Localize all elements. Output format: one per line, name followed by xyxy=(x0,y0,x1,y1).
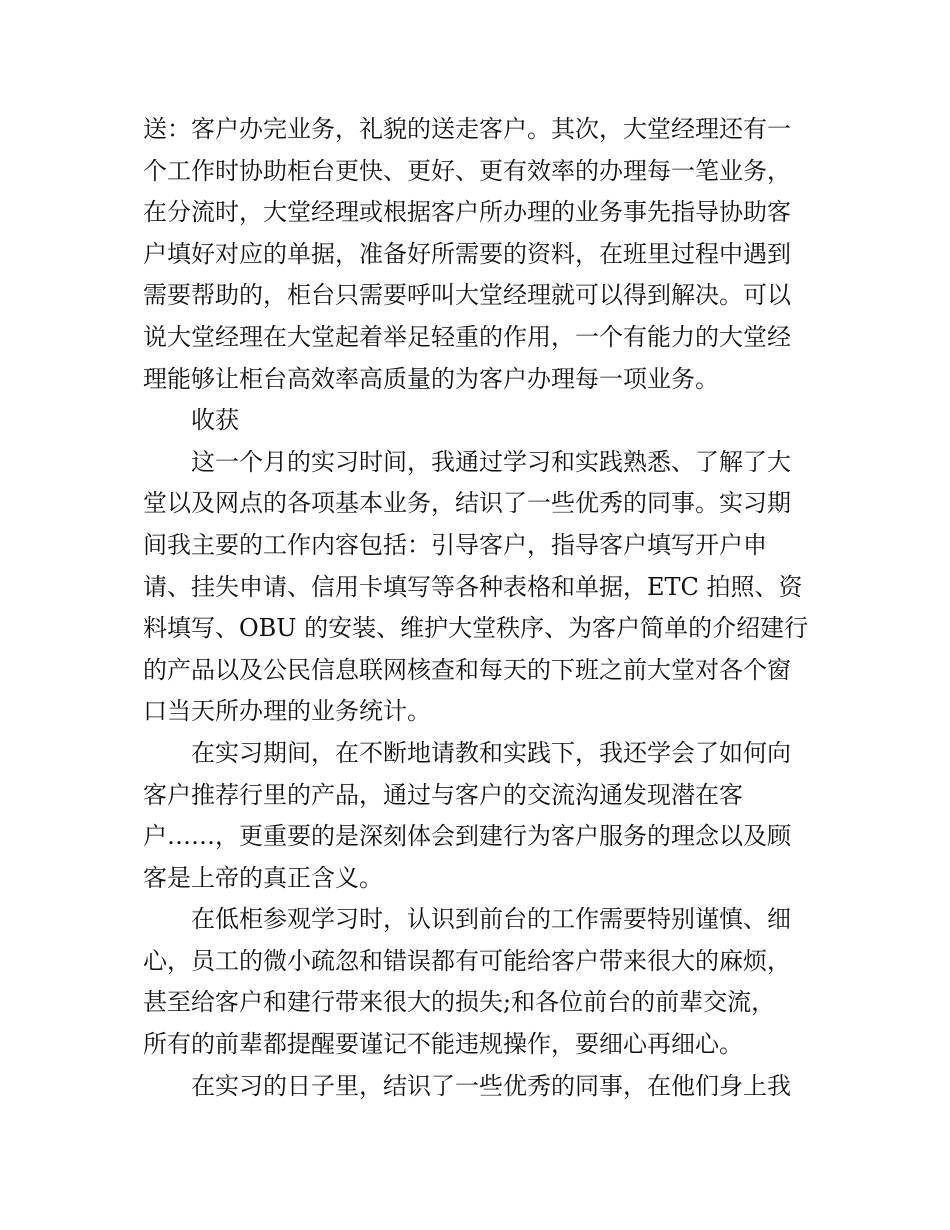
text-line: 的产品以及公民信息联网核查和每天的下班之前大堂对各个窗 xyxy=(143,655,791,684)
text-line: 在低柜参观学习时，认识到前台的工作需要特别谨慎、细 xyxy=(191,905,791,934)
text-line: 这一个月的实习时间，我通过学习和实践熟悉、了解了大 xyxy=(191,447,791,476)
text-line: 户填好对应的单据，准备好所需要的资料，在班里过程中遇到 xyxy=(143,239,791,268)
text-line: 在实习的日子里，结识了一些优秀的同事，在他们身上我 xyxy=(191,1071,791,1100)
text-line: 甚至给客户和建行带来很大的损失;和各位前台的前辈交流， xyxy=(143,988,776,1017)
text-line: 客是上帝的真正含义。 xyxy=(143,863,383,892)
text-line: 客户推荐行里的产品，通过与客户的交流沟通发现潜在客 xyxy=(143,780,743,809)
text-line: 个工作时协助柜台更快、更好、更有效率的办理每一笔业务， xyxy=(143,156,791,185)
text-line: 间我主要的工作内容包括：引导客户，指导客户填写开户申 xyxy=(143,530,767,559)
text-line: 说大堂经理在大堂起着举足轻重的作用，一个有能力的大堂经 xyxy=(143,322,791,351)
text-line: 在实习期间，在不断地请教和实践下，我还学会了如何向 xyxy=(191,738,791,767)
text-line: 所有的前辈都提醒要谨记不能违规操作，要细心再细心。 xyxy=(143,1030,743,1059)
text-line: 口当天所办理的业务统计。 xyxy=(143,697,431,726)
text-line: 心，员工的微小疏忽和错误都有可能给客户带来很大的麻烦， xyxy=(143,946,791,975)
text-line: 请、挂失申请、信用卡填写等各种表格和单据，ETC 拍照、资 xyxy=(143,572,803,601)
text-line: 理能够让柜台高效率高质量的为客户办理每一项业务。 xyxy=(143,364,719,393)
text-line: 堂以及网点的各项基本业务，结识了一些优秀的同事。实习期 xyxy=(143,489,791,518)
document-body xyxy=(143,109,815,1107)
text-line: 送：客户办完业务，礼貌的送走客户。其次，大堂经理还有一 xyxy=(143,115,791,143)
text-line: 在分流时，大堂经理或根据客户所办理的业务事先指导协助客 xyxy=(143,198,791,227)
text-line: 户……，更重要的是深刻体会到建行为客户服务的理念以及顾 xyxy=(143,822,791,851)
text-line: 料填写、OBU 的安装、维护大堂秩序、为客户简单的介绍建行 xyxy=(143,614,809,643)
section-heading: 收获 xyxy=(191,406,239,435)
text-line: 需要帮助的，柜台只需要呼叫大堂经理就可以得到解决。可以 xyxy=(143,281,791,310)
